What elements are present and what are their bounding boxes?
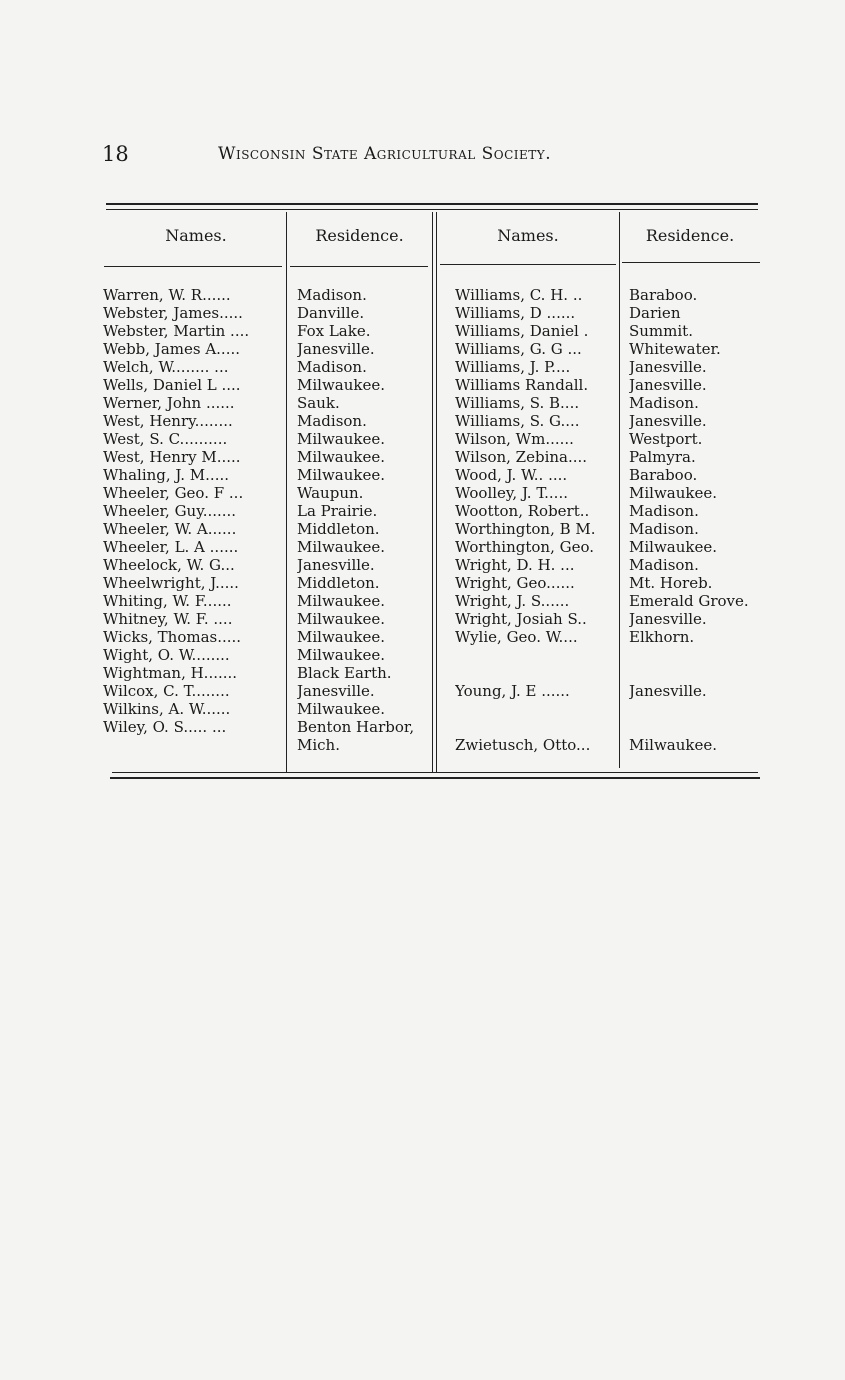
column-divider	[619, 212, 620, 768]
residence-cell: Janesville.	[629, 610, 707, 628]
name-cell: Wicks, Thomas.....	[103, 628, 242, 646]
residence-cell: Milwaukee.	[629, 484, 718, 502]
name-cell: Werner, John ......	[103, 394, 235, 412]
name-cell: Wells, Daniel L ....	[103, 376, 241, 394]
name-cell: Webster, Martin ....	[103, 322, 250, 340]
residence-cell: Milwaukee.	[297, 448, 386, 466]
name-cell: Wheeler, L. A ......	[103, 538, 239, 556]
residence-cell: Janesville.	[297, 340, 375, 358]
name-cell: West, S. C..........	[103, 430, 228, 448]
residence-cell: Whitewater.	[629, 340, 721, 358]
residence-cell: Madison.	[297, 358, 367, 376]
name-cell: Wheelock, W. G...	[103, 556, 235, 574]
name-cell: Webb, James A.....	[103, 340, 241, 358]
residence-cell: Milwaukee.	[297, 466, 386, 484]
name-cell: Wilkins, A. W......	[103, 700, 231, 718]
header-rule	[622, 262, 760, 263]
right-names-column	[455, 286, 617, 754]
residence-cell: Baraboo.	[629, 466, 698, 484]
name-cell: Williams Randall.	[455, 376, 589, 394]
residence-cell: Mt. Horeb.	[629, 574, 713, 592]
name-cell: Wright, Geo......	[455, 574, 575, 592]
residence-cell: Milwaukee.	[297, 376, 386, 394]
name-cell: Wheeler, Guy.......	[103, 502, 237, 520]
name-cell: Wylie, Geo. W....	[455, 628, 578, 646]
residence-cell: Janesville.	[629, 376, 707, 394]
name-cell: Williams, Daniel .	[455, 322, 589, 340]
header-rule	[290, 266, 428, 267]
name-cell: West, Henry........	[103, 412, 233, 430]
residence-cell: Janesville.	[297, 682, 375, 700]
name-cell: West, Henry M.....	[103, 448, 241, 466]
residence-cell: Fox Lake.	[297, 322, 371, 340]
residence-cell	[629, 718, 769, 736]
residence-cell: Madison.	[629, 502, 699, 520]
name-cell: Wootton, Robert..	[455, 502, 590, 520]
column-header-names-left: Names.	[165, 226, 227, 245]
column-divider	[436, 212, 437, 772]
residence-cell: Palmyra.	[629, 448, 696, 466]
name-cell: Young, J. E ......	[455, 682, 570, 700]
name-cell: Zwietusch, Otto...	[455, 736, 591, 754]
name-cell: Williams, S. B....	[455, 394, 580, 412]
name-cell: Wilcox, C. T........	[103, 682, 230, 700]
name-cell	[455, 664, 617, 682]
residence-cell: Milwaukee.	[297, 646, 386, 664]
name-cell: Williams, G. G ...	[455, 340, 582, 358]
residence-cell: Milwaukee.	[297, 610, 386, 628]
residence-cell	[629, 646, 769, 664]
name-cell: Warren, W. R......	[103, 286, 231, 304]
residence-cell: Black Earth.	[297, 664, 392, 682]
residence-cell: Summit.	[629, 322, 693, 340]
residence-cell	[629, 700, 769, 718]
name-cell: Wright, Josiah S..	[455, 610, 587, 628]
residence-cell: Danville.	[297, 304, 365, 322]
page-number: 18	[102, 142, 129, 166]
residence-cell: Janesville.	[629, 412, 707, 430]
residence-cell: Mich.	[297, 736, 340, 754]
right-residence-column	[629, 286, 769, 754]
residence-cell: Milwaukee.	[629, 736, 718, 754]
residence-cell: Madison.	[297, 412, 367, 430]
name-cell: Woolley, J. T.....	[455, 484, 568, 502]
residence-cell: Emerald Grove.	[629, 592, 749, 610]
residence-cell: Janesville.	[629, 358, 707, 376]
column-header-names-right: Names.	[497, 226, 559, 245]
name-cell	[455, 646, 617, 664]
name-cell: Wheeler, W. A......	[103, 520, 237, 538]
residence-cell: Janesville.	[297, 556, 375, 574]
residence-cell: Milwaukee.	[297, 592, 386, 610]
name-cell: Wright, J. S......	[455, 592, 570, 610]
name-cell: Webster, James.....	[103, 304, 243, 322]
residence-cell: Middleton.	[297, 574, 380, 592]
name-cell: Wright, D. H. ...	[455, 556, 575, 574]
name-cell: Wight, O. W........	[103, 646, 230, 664]
table-bottom-rule-thick	[110, 777, 760, 779]
residence-cell: Milwaukee.	[297, 628, 386, 646]
residence-cell: Milwaukee.	[297, 430, 386, 448]
name-cell: Welch, W........ ...	[103, 358, 229, 376]
name-cell: Whiting, W. F......	[103, 592, 232, 610]
name-cell: Williams, D ......	[455, 304, 576, 322]
running-head: Wisconsin State Agricultural Society.	[218, 144, 552, 164]
residence-cell: Madison.	[629, 394, 699, 412]
name-cell: Worthington, B M.	[455, 520, 596, 538]
residence-cell	[629, 664, 769, 682]
left-residence-column	[297, 286, 431, 754]
residence-cell: Westport.	[629, 430, 703, 448]
table-bottom-rule	[112, 772, 758, 773]
name-cell: Wheelwright, J.....	[103, 574, 239, 592]
residence-cell: Milwaukee.	[297, 538, 386, 556]
residence-cell: Benton Harbor,	[297, 718, 415, 736]
name-cell	[103, 736, 284, 754]
left-names-column	[103, 286, 284, 754]
residence-cell: Elkhorn.	[629, 628, 695, 646]
name-cell: Wheeler, Geo. F ...	[103, 484, 244, 502]
name-cell	[455, 718, 617, 736]
header-rule	[440, 264, 616, 265]
residence-cell: Madison.	[297, 286, 367, 304]
name-cell: Whitney, W. F. ....	[103, 610, 233, 628]
residence-cell: Milwaukee.	[297, 700, 386, 718]
name-cell: Williams, J. P....	[455, 358, 571, 376]
table-top-rule-thin	[106, 209, 758, 210]
name-cell: Whaling, J. M.....	[103, 466, 229, 484]
residence-cell: Madison.	[629, 520, 699, 538]
column-header-residence-right: Residence.	[645, 226, 735, 245]
residence-cell: Waupun.	[297, 484, 364, 502]
residence-cell: Sauk.	[297, 394, 340, 412]
name-cell: Worthington, Geo.	[455, 538, 594, 556]
table-top-rule	[106, 203, 758, 205]
name-cell: Wood, J. W.. ....	[455, 466, 568, 484]
column-header-residence-left: Residence.	[315, 226, 404, 245]
header-rule	[104, 266, 282, 267]
name-cell: Wiley, O. S..... ...	[103, 718, 227, 736]
residence-cell: Milwaukee.	[629, 538, 718, 556]
column-divider	[432, 212, 433, 772]
residence-cell: Janesville.	[629, 682, 707, 700]
name-cell: Williams, S. G....	[455, 412, 580, 430]
residence-cell: La Prairie.	[297, 502, 378, 520]
name-cell: Wilson, Zebina....	[455, 448, 588, 466]
name-cell: Wilson, Wm......	[455, 430, 574, 448]
column-divider	[286, 212, 287, 772]
residence-cell: Madison.	[629, 556, 699, 574]
name-cell: Wightman, H.......	[103, 664, 238, 682]
residence-cell: Baraboo.	[629, 286, 698, 304]
residence-cell: Middleton.	[297, 520, 380, 538]
name-cell: Williams, C. H. ..	[455, 286, 583, 304]
name-cell	[455, 700, 617, 718]
residence-cell: Darien	[629, 304, 681, 322]
